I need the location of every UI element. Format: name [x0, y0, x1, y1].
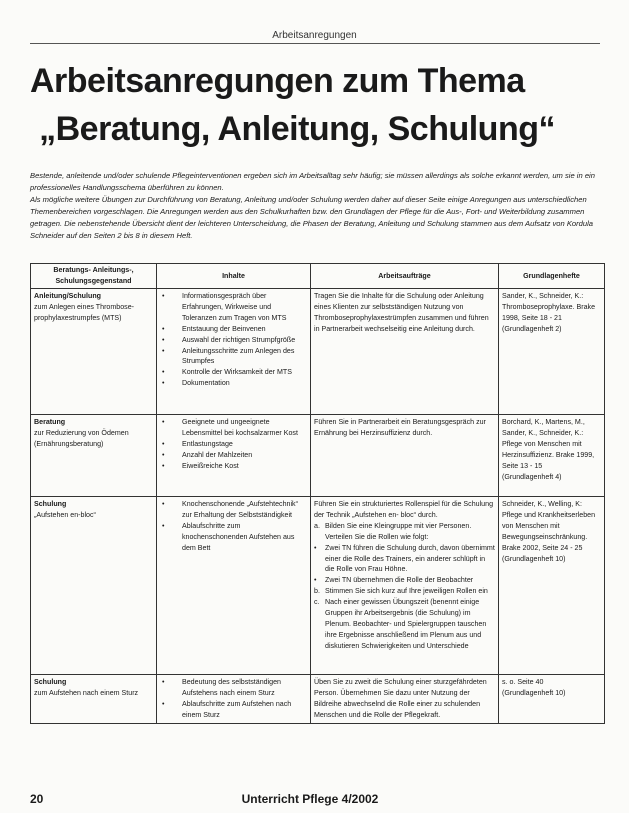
inhalte-item: • Eiweißreiche Kost [160, 461, 307, 472]
topic-title: Schulung [34, 500, 67, 508]
inhalte-list [160, 291, 307, 389]
topic-cell [31, 289, 157, 415]
table-row [31, 415, 605, 497]
step-text: Zwei TN übernehmen die Rolle der Beobachter [325, 576, 474, 585]
inhalte-item: • Kontrolle der Wirksamkeit der MTS [160, 367, 307, 378]
step-marker: c. [314, 598, 320, 607]
hefte-entry: s. o. Seite 40 [502, 678, 544, 686]
hefte-cell [499, 415, 605, 497]
topic-title: Beratung [34, 418, 66, 426]
inhalte-cell [157, 415, 311, 497]
inhalte-item: • Knochenschonende „Aufstehtechnik“ zur Erhaltung der Selbstständigkeit [160, 499, 307, 521]
hefte-cell [499, 289, 605, 415]
inhalte-item: • Ablaufschritte zum knochenschonenden Aufstehen aus dem Bett [160, 521, 307, 554]
table-row [31, 289, 605, 415]
table-row [31, 675, 605, 724]
inhalte-item: • Dokumentation [160, 378, 307, 389]
auftraege-text: Üben Sie zu zweit die Schulung einer sturzgefährdeten Person. Übernehmen Sie dazu unter Nutzung der Bildreihe abwechselnd die Rolle einer zu schulenden Menschen und die Rolle der Pflegekraft. [314, 678, 487, 719]
intro-paragraph: Als mögliche weitere Übungen zur Durchführung von Beratung, Anleitung und/oder Schulung werden daher auf dieser Seite einige Anregungen aus unterschiedlichen Themenbereichen vorgeschlagen. Die Anregungen werden aus den Schulkurhaften bzw. den Grundlagen der Pflege für die Aus-, Fort- und Weiterbildung zusammen getragen. Die nebenstehende Übersicht dient der leichteren Unterscheidung, die Phasen der Beratung, Anleitung und Schulung stammen aus dem Aufsatz von Kordula Schneider auf den Seiten 2 bis 8 in diesem Heft. [30, 195, 593, 240]
inhalte-cell [157, 675, 311, 724]
auftraege-step [314, 586, 495, 597]
topic-subtitle: „Aufstehen en-bloc“ [34, 510, 96, 519]
topic-cell [31, 415, 157, 497]
step-text: Bilden Sie eine Kleingruppe mit vier Personen. Verteilen Sie die Rollen wie folgt: [325, 521, 472, 541]
step-text: Zwei TN führen die Schulung durch, davon übernimmt einer die Rolle des Trainers, ein anderer schlüpft in die Rolle von Frau Höhne. [325, 543, 495, 574]
hefte-cell [499, 675, 605, 724]
task-table [30, 263, 605, 724]
topic-subtitle: zum Aufstehen nach einem Sturz [34, 688, 139, 697]
hefte-entry: (Grundlagenheft 10) [502, 688, 566, 697]
auftraege-cell [311, 675, 499, 724]
header-hefte: Grundlagenhefte [499, 264, 605, 289]
auftraege-text: Führen Sie ein strukturiertes Rollenspiel für die Schulung der Technik „Aufstehen en- bloc“ durch. [314, 500, 494, 519]
topic-title: Anleitung/Schulung [34, 292, 101, 300]
page-title-line1: Arbeitsanregungen zum Thema [30, 62, 525, 100]
auftraege-step [314, 543, 495, 576]
step-text: Nach einer gewissen Übungszeit (benennt einige Gruppen ihr Arbeitsergebnis (die Schulung) im Plenum. Beobachter- und Spielergruppen tauschen ihre Ergebnisse anschließend im Plenum aus und diskutieren Schwierigkeiten und Unterschiede [325, 598, 487, 650]
topic-cell [31, 497, 157, 675]
inhalte-item: • Anleitungsschritte zum Anlegen des Strumpfes [160, 346, 307, 368]
auftraege-steps [314, 521, 495, 652]
hefte-entry: (Grundlagenheft 10) [502, 554, 566, 563]
step-marker: • [314, 543, 317, 552]
inhalte-item: • Informationsgespräch über Erfahrungen, Wirkweise und Toleranzen zum Tragen von MTS [160, 291, 307, 324]
inhalte-item: • Bedeutung des selbstständigen Aufstehens nach einem Sturz [160, 677, 307, 699]
step-marker: b. [314, 587, 320, 596]
journal-name: Unterricht Pflege 4/2002 [241, 792, 379, 806]
topic-title: Schulung [34, 678, 67, 686]
inhalte-item: • Auswahl der richtigen Strumpfgröße [160, 335, 307, 346]
inhalte-cell [157, 289, 311, 415]
auftraege-text: Führen Sie in Partnerarbeit ein Beratungsgespräch zur Ernährung bei Herzinsuffizienz durch. [314, 418, 486, 437]
inhalte-item: • Ablaufschritte zum Aufstehen nach einem Sturz [160, 699, 307, 721]
auftraege-step [314, 575, 495, 586]
hefte-entry: (Grundlagenheft 4) [502, 472, 562, 481]
inhalte-cell [157, 497, 311, 675]
header-auftraege: Arbeitsaufträge [311, 264, 499, 289]
auftraege-cell [311, 497, 499, 675]
auftraege-cell [311, 415, 499, 497]
step-text: Stimmen Sie sich kurz auf Ihre jeweiligen Rollen ein [325, 587, 488, 596]
inhalte-item: • Entlastungstage [160, 439, 307, 450]
inhalte-item: • Entstauung der Beinvenen [160, 324, 307, 335]
table-row [31, 497, 605, 675]
hefte-entry: (Grundlagenheft 2) [502, 324, 562, 333]
step-marker: • [314, 576, 317, 585]
topic-subtitle: zur Reduzierung von Ödemen (Ernährungsberatung) [34, 428, 129, 448]
intro-text [30, 170, 602, 242]
inhalte-list [160, 677, 307, 721]
auftraege-step [314, 521, 495, 543]
header-topic: Beratungs- Anleitungs-, Schulungsgegenstand [31, 264, 157, 289]
hefte-entry: Schneider, K., Welling, K: Pflege und Krankheitserleben von Menschen mit Bewegungseinschränkung. Brake 2002, Seite 24 - 25 [502, 500, 596, 552]
step-marker: a. [314, 521, 320, 530]
auftraege-step [314, 597, 495, 652]
hefte-cell [499, 497, 605, 675]
page-title-line2: „Beratung, Anleitung, Schulung“ [39, 110, 555, 148]
auftraege-cell [311, 289, 499, 415]
hefte-entry: Borchard, K., Martens, M., Sander, K., Schneider, K.: Pflege von Menschen mit Herzinsuffizienz. Brake 1999, Seite 13 - 15 [502, 418, 595, 470]
inhalte-list [160, 417, 307, 472]
hefte-entry: Sander, K., Schneider, K.: Thromboseprophylaxe. Brake 1998, Seite 18 - 21 [502, 292, 596, 322]
inhalte-list [160, 499, 307, 554]
topic-cell [31, 675, 157, 724]
inhalte-item: • Anzahl der Mahlzeiten [160, 450, 307, 461]
auftraege-text: Tragen Sie die Inhalte für die Schulung oder Anleitung eines Klienten zur selbstständigen Nutzung von Thromboseprophylaxestrümpfen zusammen und führen in Partnerarbeit wechselseitig eine Anleitung durch. [314, 292, 489, 333]
header-rule [30, 43, 600, 44]
page-number: 20 [30, 792, 44, 806]
inhalte-item: • Geeignete und ungeeignete Lebensmittel bei kochsalzarmer Kost [160, 417, 307, 439]
topic-subtitle: zum Anlegen eines Thrombose-prophylaxestrumpfes (MTS) [34, 302, 135, 322]
header-inhalte: Inhalte [157, 264, 311, 289]
running-head: Arbeitsanregungen [272, 30, 357, 41]
intro-paragraph: Bestende, anleitende und/oder schulende Pflegeinterventionen ergeben sich im Arbeitsalltag sehr häufig; sie müssen allerdings als solche erkannt werden, um sie in ein professionelles Handlungsschema überführen zu können. [30, 171, 595, 192]
table-header-row [31, 264, 605, 289]
